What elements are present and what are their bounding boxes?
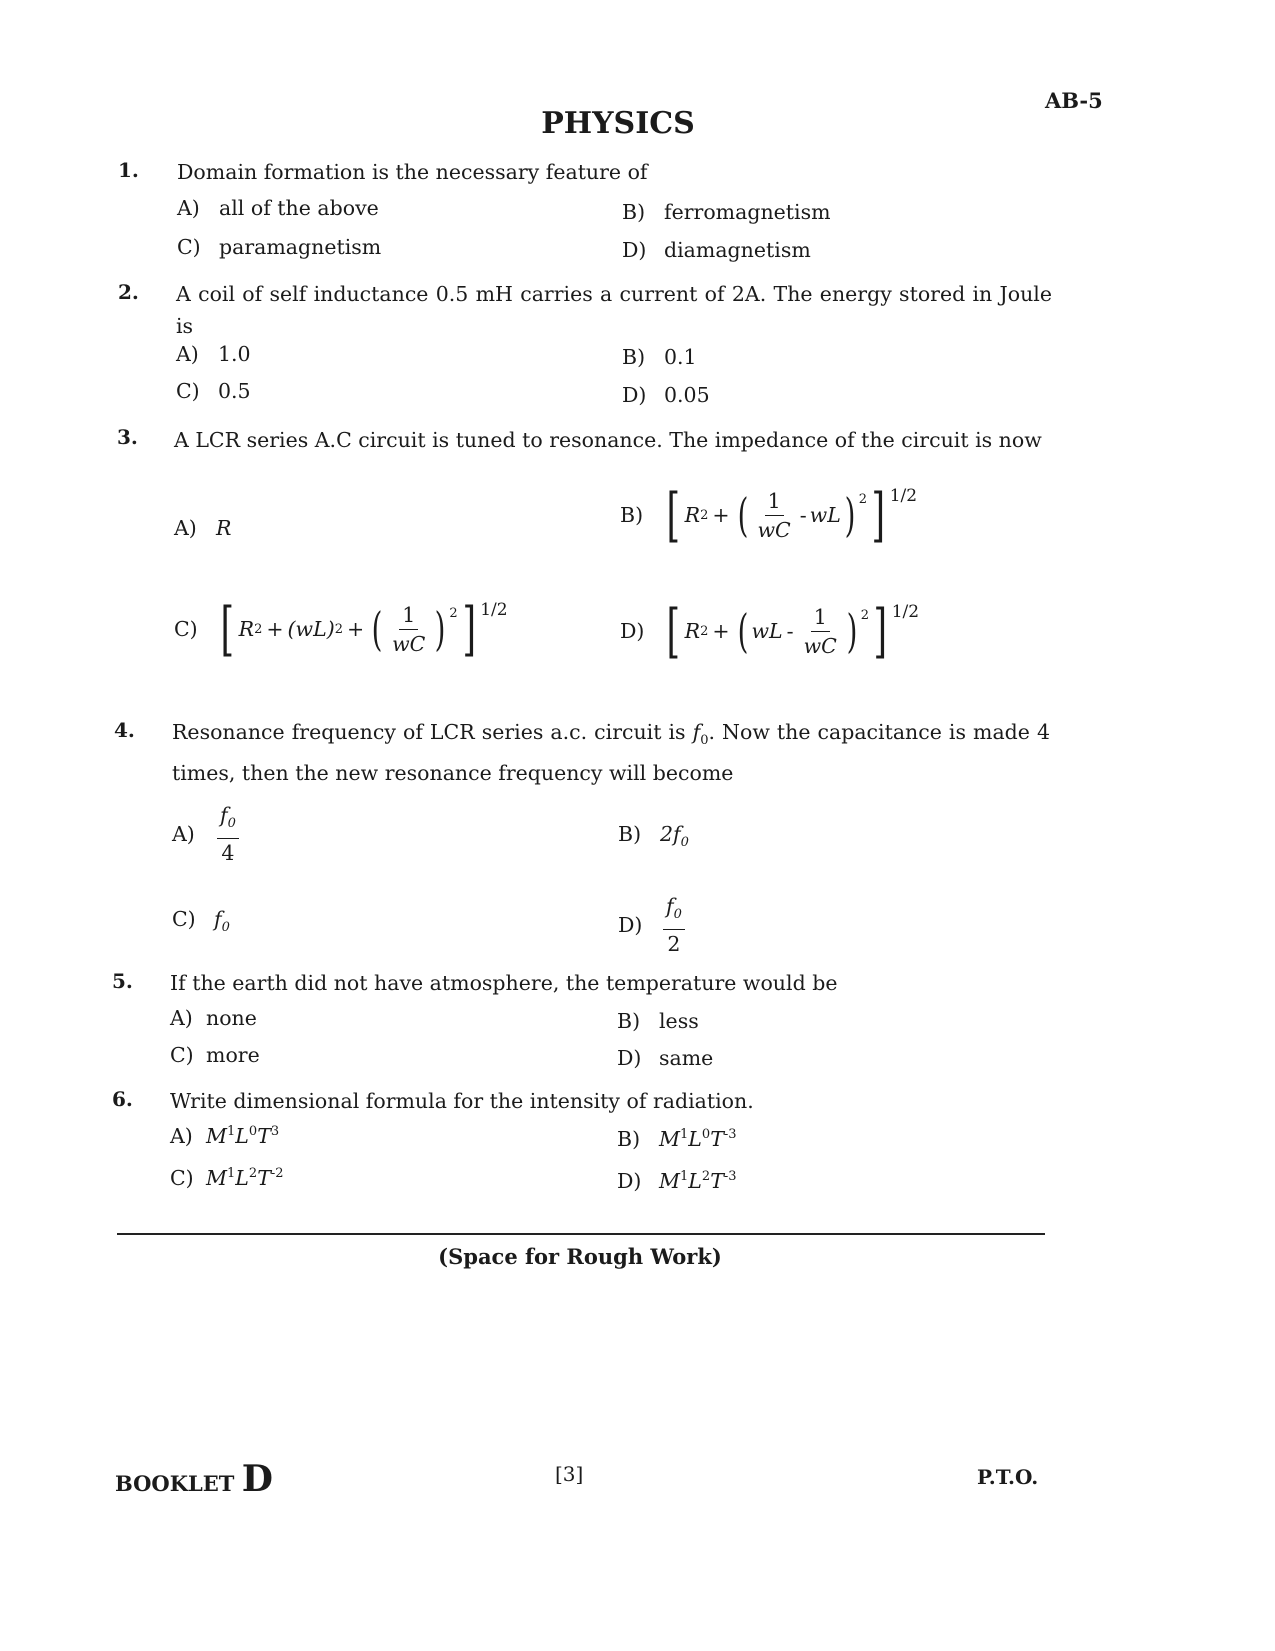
option-label: B): [617, 1009, 641, 1033]
left-paren-icon: (: [371, 602, 383, 656]
fraction: $\frac{f_0}{4}$: [217, 801, 239, 867]
left-bracket-icon: [: [666, 597, 681, 665]
option-text: less: [659, 1009, 699, 1033]
option-a: [176, 342, 251, 366]
option-text: same: [659, 1046, 714, 1070]
question-stem: Write dimensional formula for the intensity of radiation.: [170, 1089, 754, 1113]
option-label: C): [172, 907, 196, 931]
question-number: 3.: [117, 425, 138, 449]
option-text: diamagnetism: [664, 238, 811, 262]
option-a: [172, 801, 242, 867]
option-b: B) [ R 2 + ( $\frac{1}{wC}$ - wL ) $^2$ ] $^{1/2}$: [620, 481, 918, 549]
question-stem: Domain formation is the necessary feature of: [177, 160, 648, 184]
question-stem: A coil of self inductance 0.5 mH carries a current of 2A. The energy stored in Joule is: [176, 282, 1052, 338]
option-text: 0.05: [664, 383, 710, 407]
right-paren-icon: ): [844, 488, 856, 542]
option-label: D): [617, 1169, 642, 1193]
option-label: D): [622, 383, 647, 407]
option-b: [622, 200, 831, 224]
option-text: 0.5: [218, 379, 251, 403]
option-b: [618, 822, 689, 850]
option-c: C) [ R 2 + (wL) 2 + ( $\frac{1}{wC}$ ) $^2$ ] $^{1/2}$: [174, 595, 508, 663]
right-bracket-icon: ]: [871, 481, 886, 549]
question-number: 2.: [118, 280, 139, 304]
option-b: [622, 345, 697, 369]
subject-title: PHYSICS: [541, 106, 695, 141]
option-c: [177, 235, 381, 259]
option-text: paramagnetism: [219, 235, 382, 259]
option-text: 1.0: [218, 342, 251, 366]
question-number: 5.: [112, 969, 133, 993]
option-c: [176, 379, 251, 403]
right-bracket-icon: ]: [873, 597, 888, 665]
option-label: A): [172, 822, 195, 847]
option-label: B): [622, 200, 646, 224]
option-label: D): [617, 1046, 642, 1070]
option-label: D): [618, 913, 643, 938]
option-label: C): [170, 1043, 194, 1067]
option-label: A): [170, 1006, 193, 1030]
option-c: [170, 1043, 260, 1067]
question-stem: Resonance frequency of LCR series a.c. circuit is $f_0$. Now the capacitance is made 4 times, then the new resonance frequency will become: [172, 720, 1050, 786]
option-text: ferromagnetism: [664, 200, 831, 224]
booklet-word: BOOKLET: [115, 1471, 235, 1496]
left-paren-icon: (: [737, 488, 748, 542]
option-d: [617, 1046, 713, 1070]
option-label: C): [177, 235, 201, 259]
right-paren-icon: ): [434, 602, 446, 656]
option-label: A): [170, 1124, 193, 1148]
paper-code: AB-5: [1045, 88, 1103, 113]
option-a: [177, 196, 379, 220]
option-label: A): [176, 342, 199, 366]
option-text: $2f_0$: [660, 822, 689, 851]
option-d: D) [ R 2 + ( wL - $\frac{1}{wC}$ ) $^2$ ] $^{1/2}$: [620, 597, 920, 665]
fraction: $\frac{1}{wC}$: [803, 604, 837, 658]
option-a: [170, 1006, 257, 1030]
page-number: [3]: [555, 1462, 584, 1486]
option-c: C) $M^1L^2T^{-2}$: [170, 1166, 284, 1190]
option-d: [622, 383, 710, 407]
rough-work-heading: (Space for Rough Work): [438, 1244, 722, 1269]
option-d: [618, 892, 688, 958]
option-a: A) $M^1L^0T^3$: [170, 1124, 280, 1148]
option-d: [622, 238, 811, 262]
option-text: all of the above: [219, 196, 379, 220]
fraction: $\frac{1}{wC}$: [757, 488, 791, 542]
option-text: none: [206, 1006, 257, 1030]
left-bracket-icon: [: [666, 481, 681, 549]
option-c: [172, 907, 230, 935]
option-d: D) $M^1L^2T^{-3}$: [617, 1169, 737, 1193]
question-number: 4.: [114, 718, 135, 742]
option-label: D): [622, 238, 647, 262]
left-paren-icon: (: [737, 604, 748, 658]
option-label: C): [176, 379, 200, 403]
option-label: A): [174, 516, 197, 540]
divider-rule: [117, 1233, 1045, 1235]
booklet-label: [115, 1458, 273, 1500]
option-a: [174, 516, 231, 540]
option-text: $f_0$: [214, 907, 230, 936]
option-label: B): [620, 503, 644, 527]
option-label: A): [177, 196, 200, 220]
question-number: 6.: [112, 1087, 133, 1111]
fraction: $\frac{f_0}{2}$: [663, 892, 685, 958]
option-label: D): [620, 619, 645, 643]
option-label: B): [618, 822, 642, 846]
option-text: 0.1: [664, 345, 697, 369]
option-text: more: [206, 1043, 260, 1067]
right-bracket-icon: ]: [462, 595, 476, 663]
option-label: B): [617, 1127, 641, 1151]
left-bracket-icon: [: [220, 595, 235, 663]
pto-label: P.T.O.: [977, 1465, 1039, 1489]
question-number: 1.: [118, 158, 139, 182]
option-label: B): [622, 345, 646, 369]
option-b: B) $M^1L^0T^{-3}$: [617, 1127, 737, 1151]
option-text: R: [216, 516, 232, 540]
option-b: [617, 1009, 699, 1033]
right-paren-icon: ): [846, 604, 858, 658]
booklet-letter: D: [241, 1458, 273, 1500]
option-label: C): [170, 1166, 194, 1190]
fraction: $\frac{1}{wC}$: [392, 602, 426, 656]
question-stem: If the earth did not have atmosphere, the temperature would be: [170, 971, 838, 995]
question-stem: A LCR series A.C circuit is tuned to resonance. The impedance of the circuit is now: [174, 428, 1042, 452]
option-label: C): [174, 617, 198, 641]
